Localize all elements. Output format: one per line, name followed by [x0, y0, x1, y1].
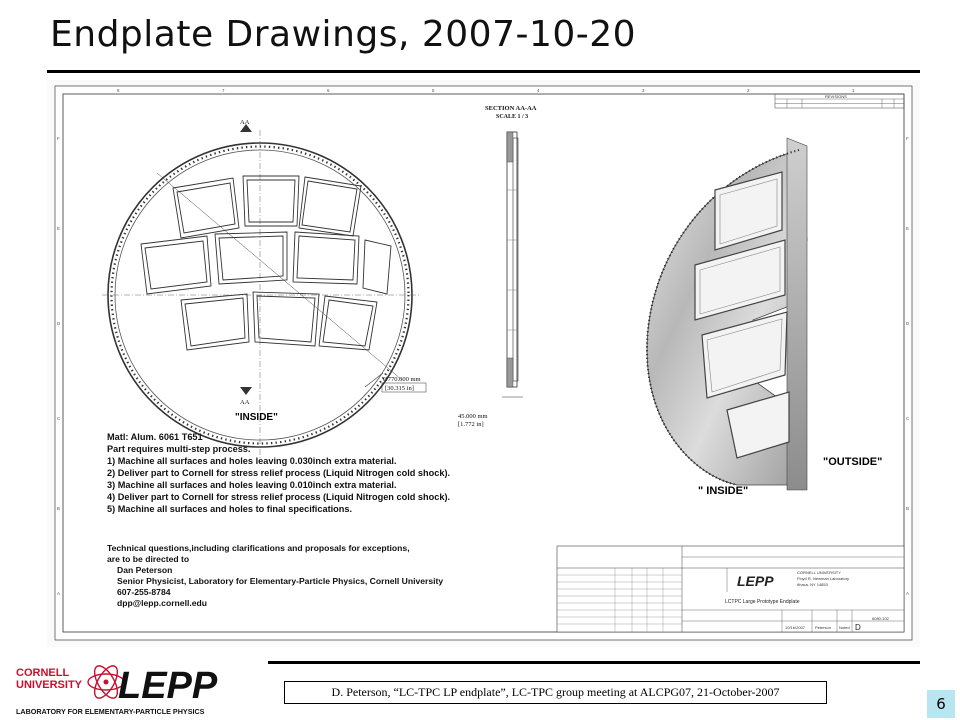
logo-university: UNIVERSITY [16, 679, 83, 691]
row-label: D [57, 321, 61, 326]
row-label: B [57, 506, 61, 511]
logo-lepp: LEPP [118, 665, 218, 707]
contact-line: Technical questions,including clarifications and proposals for exceptions, [107, 543, 410, 553]
contact-line: Senior Physicist, Laboratory for Elementary-Particle Physics, Cornell University [117, 576, 444, 586]
row-label: E [906, 226, 910, 231]
title-block-logo: LEPP [737, 573, 774, 589]
row-label: A [57, 591, 61, 596]
section-marker-bottom: AA [240, 399, 250, 406]
note-line: Part requires multi-step process. [107, 444, 251, 454]
contact-line: 607-255-8784 [117, 587, 171, 597]
note-line: 1) Machine all surfaces and holes leaving 0.030inch extra material. [107, 456, 397, 466]
diameter-mm: Ø770.000 mm [383, 376, 421, 383]
row-label: E [57, 226, 61, 231]
section-marker-top: AA [240, 119, 250, 126]
inside-label-front: "INSIDE" [235, 412, 278, 423]
section-title: SECTION AA-AA [485, 105, 537, 112]
col-label: 7 [222, 88, 225, 93]
col-label: 2 [747, 88, 750, 93]
row-label: D [906, 321, 910, 326]
tb-part-title: LCTPC Large Prototype Endplate [725, 599, 800, 605]
slide-title: Endplate Drawings, 2007-10-20 [50, 14, 637, 55]
inside-label-iso: " INSIDE" [698, 485, 749, 497]
tb-drawing-number: 6080-102 [872, 616, 889, 621]
col-label: 5 [432, 88, 435, 93]
col-label: 4 [537, 88, 540, 93]
thickness-in: [1.772 in] [458, 421, 484, 428]
row-label: F [906, 136, 909, 141]
col-label: 3 [642, 88, 645, 93]
note-line: Matl: Alum. 6061 T651 [107, 432, 203, 442]
note-line: 4) Deliver part to Cornell for stress relief process (Liquid Nitrogen cold shock). [107, 492, 451, 502]
tb-date: 10/16/2007 [785, 625, 806, 630]
engineering-drawing [47, 80, 920, 647]
col-label: 1 [852, 88, 855, 93]
title-block [557, 546, 904, 632]
outside-label-iso: "OUTSIDE" [823, 456, 883, 468]
revisions-header: REVISIONS [825, 94, 847, 99]
row-label: F [57, 136, 60, 141]
note-line: 5) Machine all surfaces and holes to final specifications. [107, 504, 353, 514]
tb-scale: Noted [839, 625, 850, 630]
note-line: 2) Deliver part to Cornell for stress relief process (Liquid Nitrogen cold shock). [107, 468, 451, 478]
contact-line: dpp@lepp.cornell.edu [117, 598, 208, 608]
row-label: C [906, 416, 910, 421]
section-scale: SCALE 1 / 3 [496, 114, 529, 120]
contact-line: are to be directed to [107, 554, 190, 564]
footer-citation: D. Peterson, “LC-TPC LP endplate”, LC-TPC group meeting at ALCPG07, 21-October-2007 [284, 681, 827, 704]
tb-lab: Floyd R. Newman Laboratory [797, 576, 850, 581]
col-label: 8 [117, 88, 120, 93]
contact-line: Dan Peterson [117, 565, 173, 575]
cornell-lepp-logo [14, 662, 230, 718]
tb-city: Ithaca, NY 14853 [797, 582, 828, 587]
endplate-drawing-svg [47, 80, 920, 647]
tb-size: D [855, 623, 861, 632]
tb-drawn-by: Peterson [815, 625, 832, 630]
page-number: 6 [927, 690, 955, 718]
diameter-in: [30.315 in] [385, 385, 414, 392]
row-label: B [906, 506, 910, 511]
footer-rule [268, 661, 920, 664]
logo-cornell: CORNELL [16, 667, 70, 679]
col-label: 6 [327, 88, 330, 93]
title-underline [47, 70, 920, 73]
tb-company: CORNELL UNIVERSITY [797, 570, 841, 575]
row-label: C [57, 416, 61, 421]
thickness-mm: 45.000 mm [458, 413, 488, 420]
note-line: 3) Machine all surfaces and holes leaving 0.010inch extra material. [107, 480, 397, 490]
row-label: A [906, 591, 910, 596]
logo-tagline: LABORATORY FOR ELEMENTARY-PARTICLE PHYSICS [16, 707, 205, 716]
